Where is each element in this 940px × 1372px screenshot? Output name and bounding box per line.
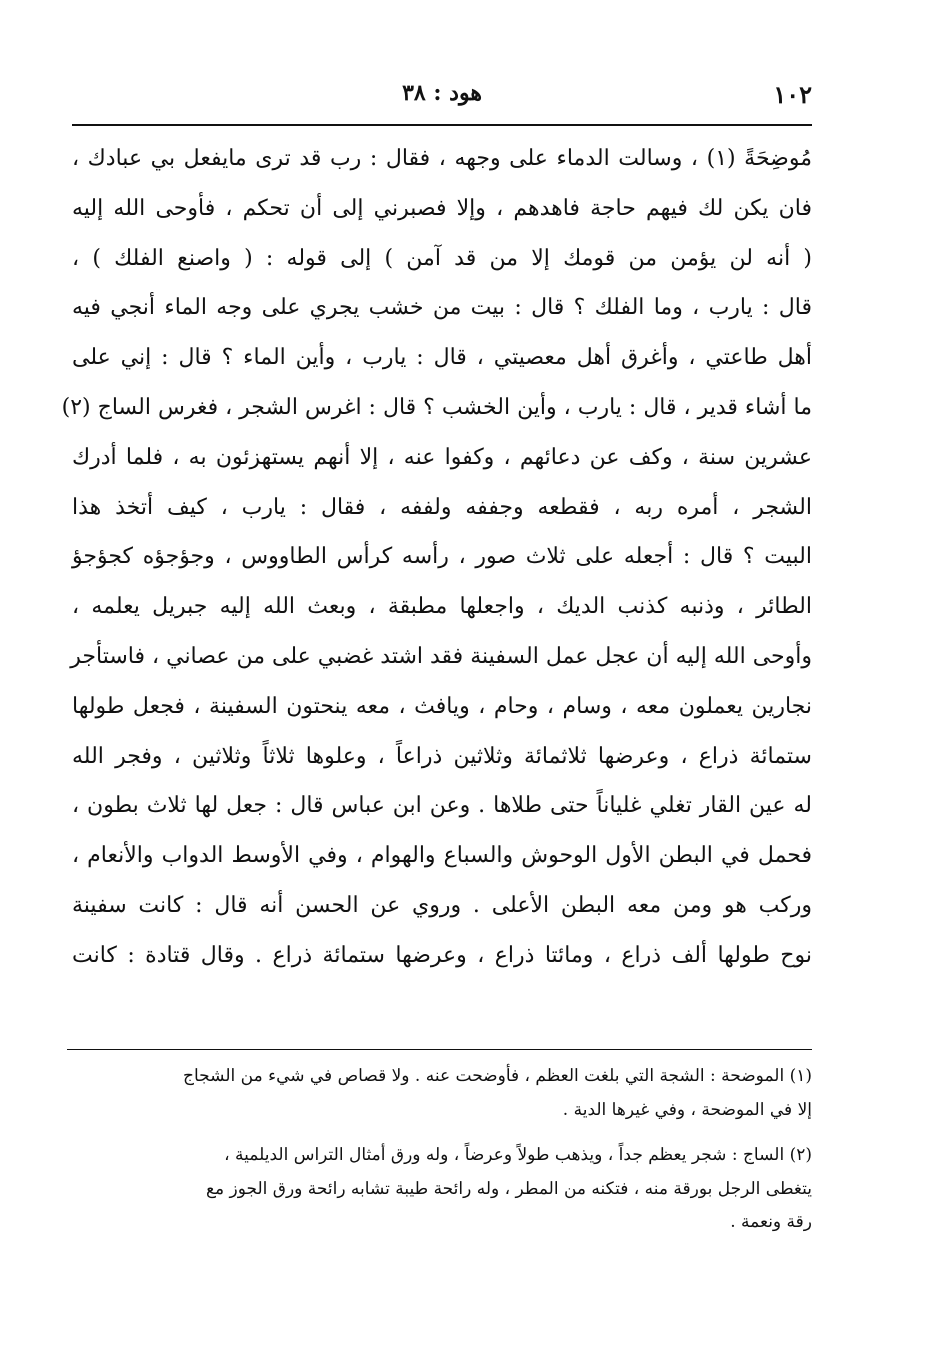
text-line: الشجر ، أمره ربه ، فقطعه وجففه ولففه ، فقال : يارب ، كيف أتخذ هذا bbox=[72, 494, 812, 520]
page-number: ١٠٢ bbox=[773, 80, 812, 109]
footnote-spacer bbox=[72, 1127, 812, 1139]
header-rule bbox=[72, 124, 812, 126]
text-line: وركب هو ومن معه البطن الأعلى . وروي عن الحسن أنه قال : كانت سفينة bbox=[72, 892, 812, 918]
text-line: نجارين يعملون معه ، وسام ، وحام ، ويافث ، معه ينحتون السفينة ، فجعل طولها bbox=[72, 693, 812, 719]
footnote-line: (١) الموضحة : الشجة التي بلغت العظم ، فأوضحت عنه . ولا قصاص في شيء من الشجاج bbox=[183, 1066, 812, 1086]
text-line: مُوضِحَةً (١) ، وسالت الدماء على وجهه ، فقال : رب قد ترى مايفعل بي عبادك ، bbox=[72, 146, 812, 171]
footnote-2 bbox=[72, 1139, 812, 1240]
text-line: البيت ؟ قال : أجعله على ثلاث صور ، رأسه كرأس الطاووس ، وجؤجؤه كجؤجؤ bbox=[72, 544, 812, 570]
running-head-surah-ref: هود : ٣٨ bbox=[402, 80, 482, 106]
text-line: قال : يارب ، وما الفلك ؟ قال : بيت من خشب يجري على وجه الماء أنجي فيه bbox=[72, 295, 812, 321]
text-line: عشرين سنة ، وكف عن دعائهم ، وكفوا عنه ، إلا أنهم يستهزئون به ، فلما أدرك bbox=[72, 444, 812, 470]
text-line: فحمل في البطن الأول الوحوش والسباع والهوام ، وفي الأوسط الدواب والأنعام ، bbox=[72, 843, 812, 869]
text-line: ما أشاء قدير ، قال : يارب ، وأين الخشب ؟ قال : اغرس الشجر ، فغرس الساج (٢) bbox=[61, 394, 812, 420]
footnotes bbox=[72, 1060, 812, 1240]
footnote-line: إلا في الموضحة ، وفي غيرها الدية . bbox=[562, 1099, 812, 1120]
text-line: نوح طولها ألف ذراع ، ومائتا ذراع ، وعرضها ستمائة ذراع . وقال قتادة : كانت bbox=[72, 942, 812, 968]
footnote-line: (٢) الساج : شجر يعظم جداً ، ويذهب طولاً وعرضاً ، وله ورق أمثال التراس الديلمية ، bbox=[224, 1145, 812, 1165]
main-text bbox=[61, 134, 812, 981]
text-line: له عين القار تغلي غلياناً حتى طلاها . وعن ابن عباس قال : جعل لها ثلاث بطون ، bbox=[72, 793, 812, 819]
text-line: فان يكن لك فيهم حاجة فاهدهم ، وإلا فصبرني إلى أن تحكم ، فأوحى الله إليه bbox=[72, 195, 812, 221]
book-page bbox=[61, 78, 812, 1358]
text-line: الطائر ، وذنبه كذنب الديك ، واجعلها مطبقة ، وبعث الله إليه جبريل يعلمه ، bbox=[72, 594, 812, 620]
footnote-1 bbox=[72, 1060, 812, 1127]
text-line: ستمائة ذراع ، وعرضها ثلاثمائة وثلاثين ذراعاً ، وعلوها ثلاثاً وثلاثين ، وفجر الله bbox=[72, 743, 812, 769]
footnote-line: يتغطى الرجل بورقة منه ، فتكنه من المطر ، وله رائحة طيبة تشابه رائحة ورق الجوز مع bbox=[205, 1178, 812, 1199]
text-line: ( أنه لن يؤمن من قومك إلا من قد آمن ) إلى قوله : ( واصنع الفلك ) ، bbox=[72, 245, 812, 271]
footnote-line: رقة ونعمة . bbox=[730, 1212, 812, 1232]
text-line: أهل طاعتي ، وأغرق أهل معصيتي ، قال : يارب ، وأين الماء ؟ قال : إني على bbox=[72, 345, 812, 371]
page-header bbox=[72, 78, 812, 118]
text-line: وأوحى الله إليه أن عجل عمل السفينة فقد اشتد غضبي على من عصاني ، فاستأجر bbox=[70, 643, 812, 669]
footnote-rule bbox=[67, 1049, 812, 1050]
